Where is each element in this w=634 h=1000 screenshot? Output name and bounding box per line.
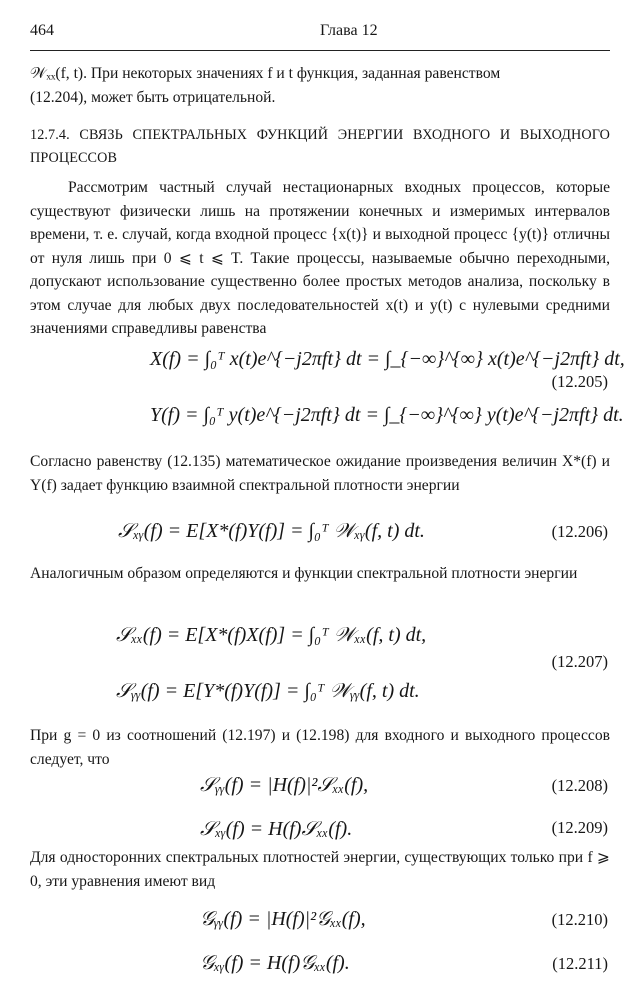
running-head [30,22,610,50]
equation-12-207-b [0,676,634,710]
paragraph-one-sided: Для односторонних спектральных плотностей энергии, существующих только при f ⩾ 0, эти уравнения имеют вид [30,849,610,890]
equation-body: 𝒢ᵧᵧ(f) = |H(f)|²𝒢ₓₓ(f), [200,908,366,930]
equation-body: 𝒮ᵧᵧ(f) = E[Y*(f)Y(f)] = ∫₀ᵀ 𝒲ᵧᵧ(f, t) dt. [116,680,420,702]
equation-12-211 [0,948,634,982]
header-rule [30,50,610,51]
paragraph-g-zero: При g = 0 из соотношений (12.197) и (12.198) для входного и выходного процессов следует, что [30,727,610,768]
equation-12-210 [0,904,634,938]
equation-body: 𝒮ₓᵧ(f) = H(f)𝒮ₓₓ(f). [200,818,353,840]
chapter-title: Глава 12 [320,22,378,39]
paragraph-cross-spectral: Согласно равенству (12.135) математическое ожидание произведения величин X*(f) и Y(f) задает функцию взаимной спектральной плотности энергии [30,453,610,494]
equation-12-206 [0,516,634,550]
paragraph-transient-processes: Рассмотрим частный случай нестационарных входных процессов, которые существуют физически лишь на протяжении конечных и измеримых интервалов времени, т. е. случай, когда входной процесс {x(t)} и выходной процесс {y(t)} отличны от нуля лишь при 0 ⩽ t ⩽ T. Такие процессы, называемые обычно переходными, допускают использование существенно более простых методов анализа, поскольку в этом случае для любых двух последовательностей x(t) и y(t) с нулевыми средними значениями справедливы равенства [30,179,610,337]
intro-line-1: 𝒲ₓₓ(f, t). При некоторых значениях f и t функция, заданная равенством [30,65,501,82]
equation-number-12-209: (12.209) [551,818,608,837]
equation-body: 𝒢ₓᵧ(f) = H(f)𝒢ₓₓ(f). [200,952,350,974]
equation-body: 𝒮ₓₓ(f) = E[X*(f)X(f)] = ∫₀ᵀ 𝒲ₓₓ(f, t) dt, [116,624,427,646]
equation-number-12-210: (12.210) [551,910,608,929]
equation-body: 𝒮ᵧᵧ(f) = |H(f)|²𝒮ₓₓ(f), [200,774,369,796]
equation-number-12-208: (12.208) [551,776,608,795]
paragraph-spectral-density: Аналогичным образом определяются и функции спектральной плотности энергии [30,565,578,582]
equation-12-205-a [0,344,634,378]
equation-body: 𝒮ₓᵧ(f) = E[X*(f)Y(f)] = ∫₀ᵀ 𝒲ₓᵧ(f, t) dt. [118,520,425,542]
equation-body: Y(f) = ∫₀ᵀ y(t)e^{−j2πft} dt = ∫_{−∞}^{∞} y(t)e^{−j2πft} dt. [150,404,624,426]
equation-number-12-211: (12.211) [552,954,608,973]
equation-number-12-206: (12.206) [551,522,608,541]
equation-number-12-205: (12.205) [551,372,608,391]
page-number: 464 [30,22,54,39]
intro-line-2: (12.204), может быть отрицательной. [30,89,276,106]
equation-12-208 [0,770,634,804]
equation-12-209 [0,814,634,848]
equation-number-12-207: (12.207) [551,652,608,671]
equation-body: X(f) = ∫₀ᵀ x(t)e^{−j2πft} dt = ∫_{−∞}^{∞} x(t)e^{−j2πft} dt, [150,348,625,370]
section-heading: 12.7.4. СВЯЗЬ СПЕКТРАЛЬНЫХ ФУНКЦИЙ ЭНЕРГИИ ВХОДНОГО И ВЫХОДНОГО ПРОЦЕССОВ [30,127,610,166]
equation-12-205-b [0,400,634,434]
equation-12-207-a [0,620,634,654]
